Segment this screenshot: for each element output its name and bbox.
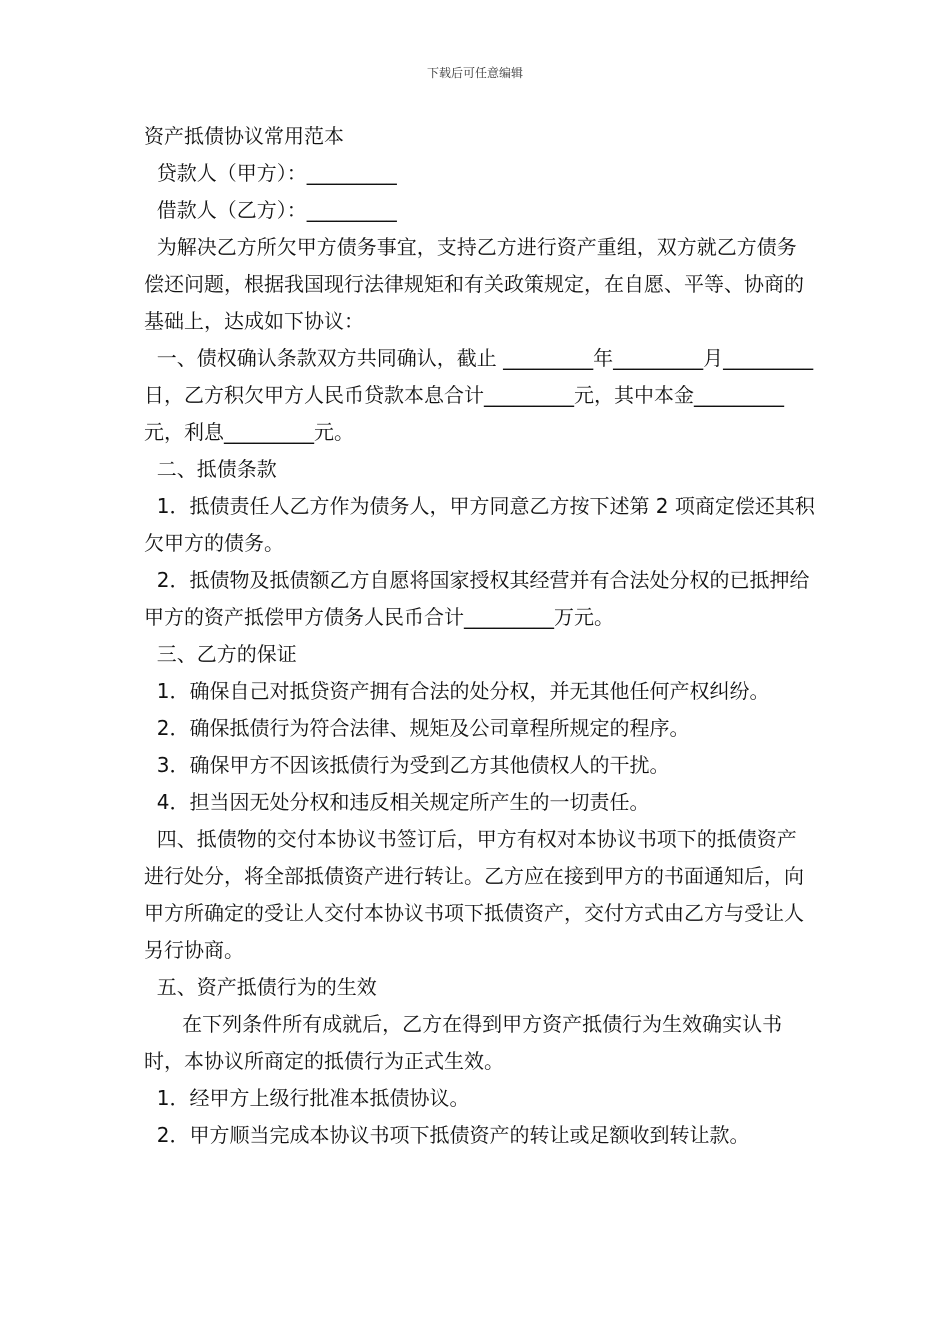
section-5-body: 在下列条件所有成就后，乙方在得到甲方资产抵债行为生效确实认书时，本协议所商定的抵债行为正式生效。 <box>144 1012 783 1073</box>
document-title: 资产抵债协议常用范本 <box>144 124 344 148</box>
section-5-heading: 五、资产抵债行为的生效 <box>144 975 377 999</box>
section-3-heading: 三、乙方的保证 <box>144 642 297 666</box>
section-3-item-1: 1．确保自己对抵贷资产拥有合法的处分权，并无其他任何产权纠纷。 <box>144 679 770 703</box>
borrower-line: 借款人（乙方）：_________ <box>144 198 397 222</box>
section-2-heading: 二、抵债条款 <box>144 457 277 481</box>
section-4: 四、抵债物的交付本协议书签订后，甲方有权对本协议书项下的抵债资产进行处分，将全部抵债资产进行转让。乙方应在接到甲方的书面通知后，向甲方所确定的受让人交付本协议书项下抵债资产，交付方式由乙方与受让人另行协商。 <box>144 827 804 962</box>
page-header: 下载后可任意编辑 <box>426 66 523 80</box>
section-5-item-1: 1．经甲方上级行批准本抵债协议。 <box>144 1086 470 1110</box>
document-body <box>144 118 816 1154</box>
section-2-item-1: 1．抵债责任人乙方作为债务人，甲方同意乙方按下述第 2 项商定偿还其积欠甲方的债务。 <box>144 494 815 555</box>
section-1: 一、债权确认条款双方共同确认，截止 _________年_________月_________日，乙方积欠甲方人民币贷款本息合计_________元，其中本金_________元，利息_________元。 <box>144 346 814 444</box>
section-5-item-2: 2．甲方顺当完成本协议书项下抵债资产的转让或足额收到转让款。 <box>144 1123 750 1147</box>
lender-line: 贷款人（甲方）：_________ <box>144 161 397 185</box>
section-3-item-4: 4．担当因无处分权和违反相关规定所产生的一切责任。 <box>144 790 650 814</box>
section-3-item-3: 3．确保甲方不因该抵债行为受到乙方其他债权人的干扰。 <box>144 753 670 777</box>
section-3-item-2: 2．确保抵债行为符合法律、规矩及公司章程所规定的程序。 <box>144 716 690 740</box>
section-2-item-2: 2．抵债物及抵债额乙方自愿将国家授权其经营并有合法处分权的已抵押给甲方的资产抵偿甲方债务人民币合计_________万元。 <box>144 568 810 629</box>
intro-paragraph: 为解决乙方所欠甲方债务事宜，支持乙方进行资产重组，双方就乙方债务偿还问题，根据我国现行法律规矩和有关政策规定，在自愿、平等、协商的基础上，达成如下协议： <box>144 235 804 333</box>
